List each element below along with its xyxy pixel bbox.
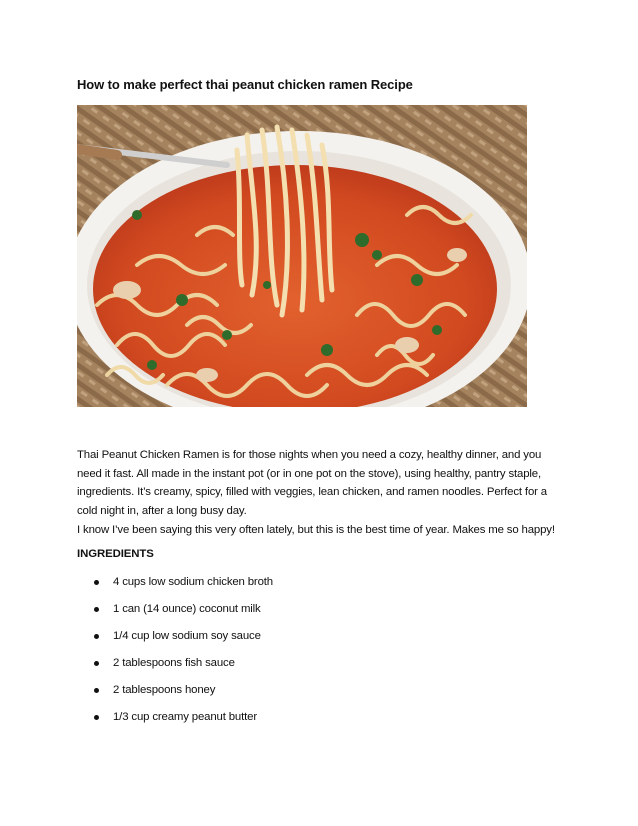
ingredient-text: 1 can (14 ounce) coconut milk: [113, 603, 261, 615]
ramen-photo: [77, 105, 527, 407]
bullet-icon: [94, 661, 99, 666]
ingredients-heading: INGREDIENTS: [77, 548, 154, 560]
intro-paragraph: Thai Peanut Chicken Ramen is for those nights when you need a cozy, healthy dinner, and you need it fast. All made in the instant pot (or in one pot on the stove), using healthy, pantry staple, ingredients. It’s creamy, spicy, filled with veggies, lean chicken, and ramen noodles. Perfect for a cold night in, after a long busy day.: [77, 449, 547, 517]
bullet-icon: [94, 688, 99, 693]
page-title: How to make perfect thai peanut chicken ramen Recipe: [77, 77, 413, 92]
ingredient-text: 2 tablespoons fish sauce: [113, 657, 235, 669]
ingredient-text: 4 cups low sodium chicken broth: [113, 576, 273, 588]
bullet-icon: [94, 715, 99, 720]
bullet-icon: [94, 580, 99, 585]
second-paragraph: I know I’ve been saying this very often lately, but this is the best time of year. Makes me so happy!: [77, 524, 555, 536]
bullet-icon: [94, 607, 99, 612]
ingredient-text: 1/3 cup creamy peanut butter: [113, 711, 257, 723]
ingredient-text: 2 tablespoons honey: [113, 684, 216, 696]
bullet-icon: [94, 634, 99, 639]
ingredient-text: 1/4 cup low sodium soy sauce: [113, 630, 261, 642]
